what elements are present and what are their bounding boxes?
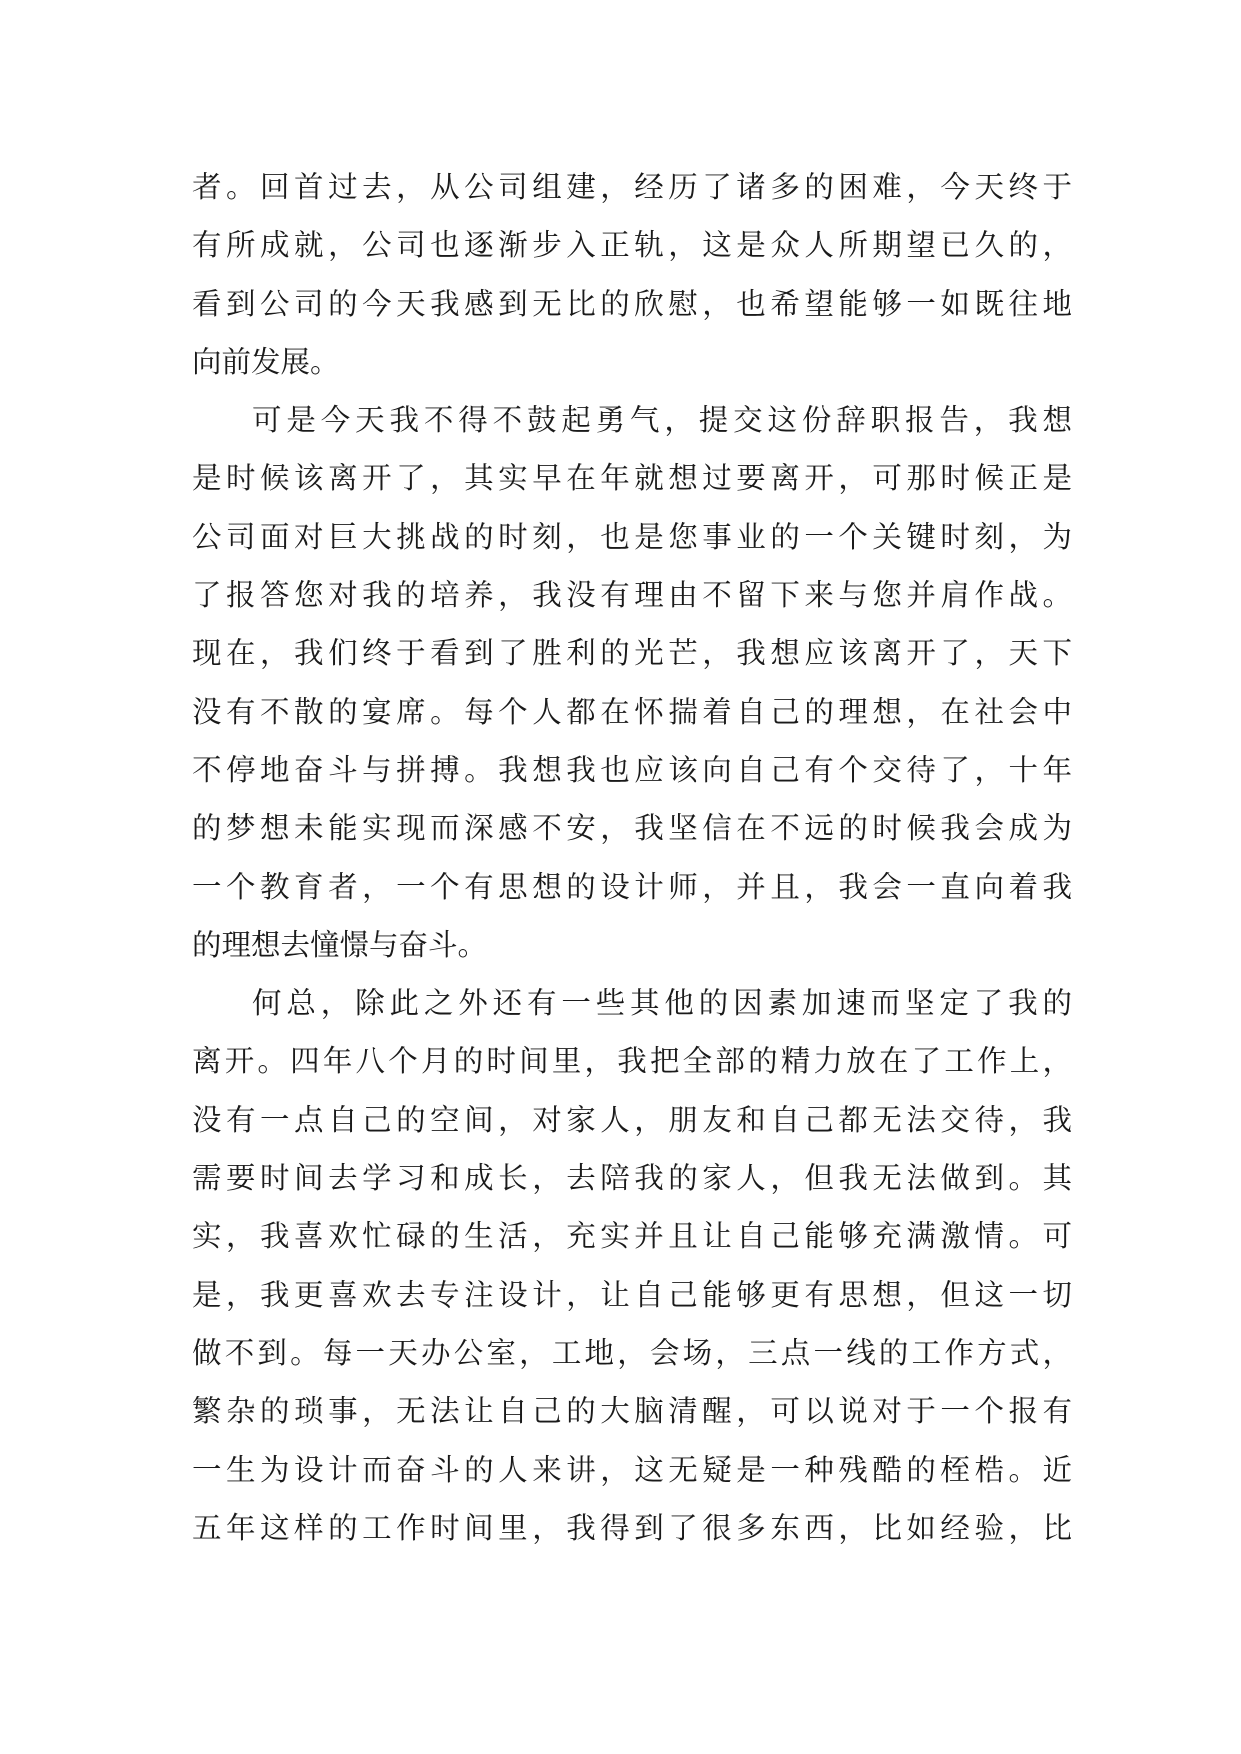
text-line: 公司面对巨大挑战的时刻，也是您事业的一个关键时刻，为 xyxy=(192,519,1072,554)
text-line: 是时候该离开了，其实早在年就想过要离开，可那时候正是 xyxy=(192,461,1072,496)
text-line: 需要时间去学习和成长，去陪我的家人，但我无法做到。其 xyxy=(192,1161,1072,1196)
text-line: 有所成就，公司也逐渐步入正轨，这是众人所期望已久的， xyxy=(192,228,1072,263)
text-line: 繁杂的琐事，无法让自己的大脑清醒，可以说对于一个报有 xyxy=(192,1394,1072,1429)
text-line: 何总，除此之外还有一些其他的因素加速而坚定了我的 xyxy=(252,986,1072,1021)
body-text xyxy=(192,158,1072,1557)
text-line: 看到公司的今天我感到无比的欣慰，也希望能够一如既往地 xyxy=(192,286,1072,321)
text-line: 实，我喜欢忙碌的生活，充实并且让自己能够充满激情。可 xyxy=(192,1219,1072,1254)
text-line: 五年这样的工作时间里，我得到了很多东西，比如经验，比 xyxy=(192,1510,1072,1545)
text-line: 的梦想未能实现而深感不安，我坚信在不远的时候我会成为 xyxy=(192,811,1072,846)
text-line: 离开。四年八个月的时间里，我把全部的精力放在了工作上， xyxy=(192,1044,1072,1079)
text-line: 没有不散的宴席。每个人都在怀揣着自己的理想，在社会中 xyxy=(192,694,1072,729)
text-line: 向前发展。 xyxy=(192,344,340,379)
text-line: 不停地奋斗与拼搏。我想我也应该向自己有个交待了，十年 xyxy=(192,752,1072,787)
text-line: 一个教育者，一个有思想的设计师，并且，我会一直向着我 xyxy=(192,869,1072,904)
text-line: 可是今天我不得不鼓起勇气，提交这份辞职报告，我想 xyxy=(252,403,1072,438)
text-line: 没有一点自己的空间，对家人，朋友和自己都无法交待，我 xyxy=(192,1102,1072,1137)
text-line: 了报答您对我的培养，我没有理由不留下来与您并肩作战。 xyxy=(192,578,1072,613)
text-line: 现在，我们终于看到了胜利的光芒，我想应该离开了，天下 xyxy=(192,636,1072,671)
text-line: 做不到。每一天办公室，工地，会场，三点一线的工作方式， xyxy=(192,1335,1072,1370)
text-line: 是，我更喜欢去专注设计，让自己能够更有思想，但这一切 xyxy=(192,1277,1072,1312)
text-line: 者。回首过去，从公司组建，经历了诸多的困难，今天终于 xyxy=(192,170,1072,204)
text-line: 一生为设计而奋斗的人来讲，这无疑是一种残酷的桎梏。近 xyxy=(192,1452,1072,1487)
text-line: 的理想去憧憬与奋斗。 xyxy=(192,927,488,962)
